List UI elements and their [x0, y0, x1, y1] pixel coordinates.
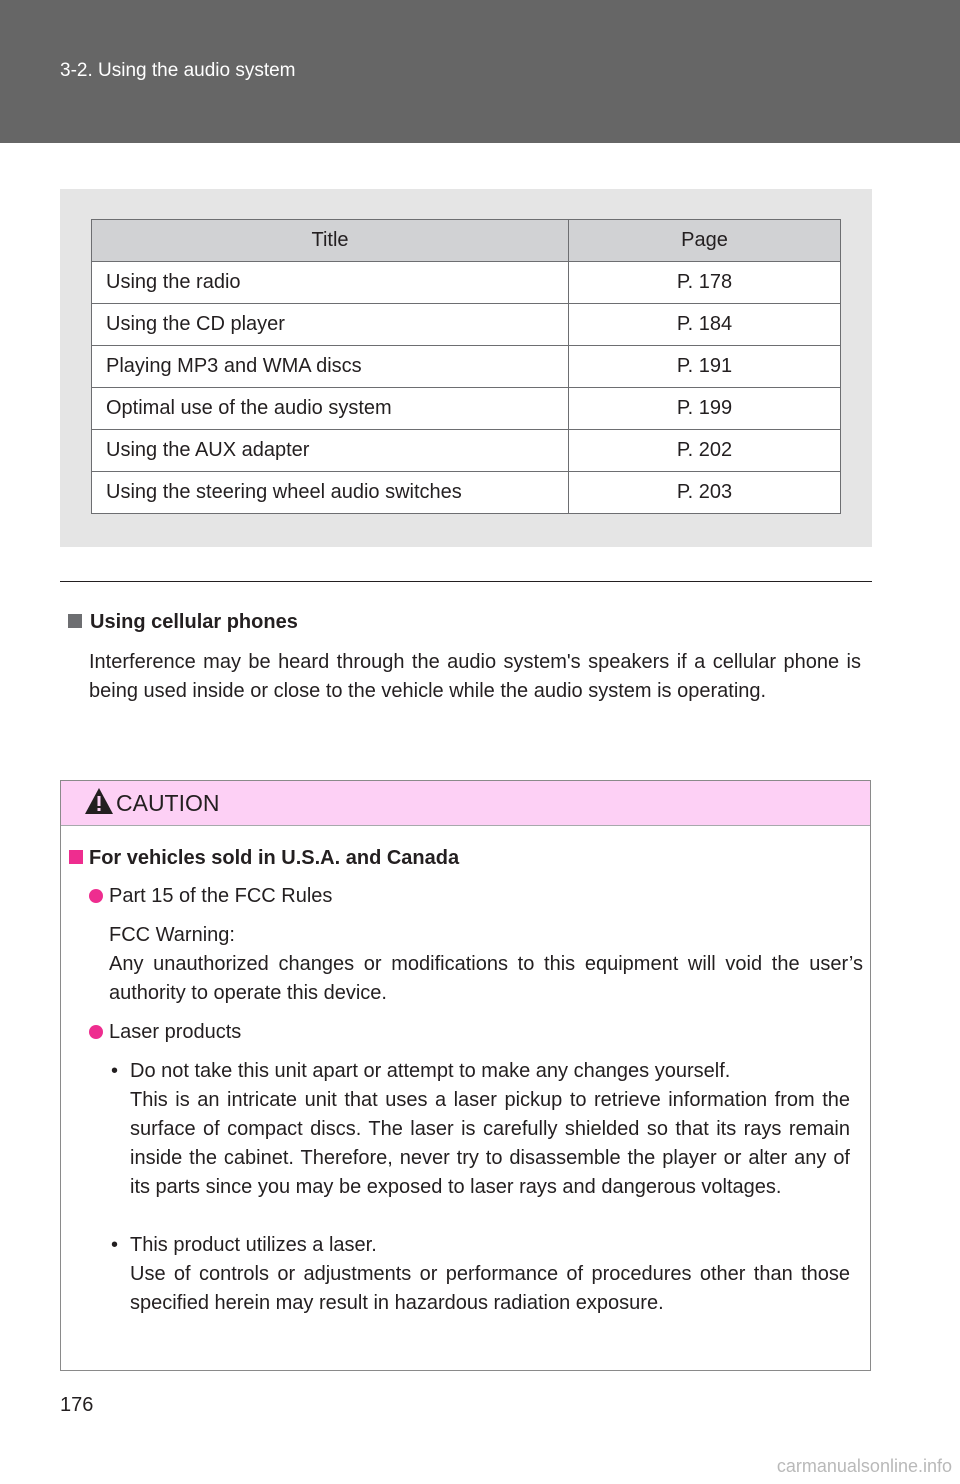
toc-header-row: [92, 220, 841, 262]
column-header-title: Title: [92, 220, 569, 262]
page-number: 176: [60, 1394, 94, 1416]
toc-title-cell: Using the radio: [92, 262, 569, 304]
caution-header: [61, 781, 870, 826]
section-divider: [60, 581, 872, 582]
caution-label: CAUTION: [116, 790, 220, 816]
toc-table: [91, 219, 841, 514]
toc-page-cell: P. 199: [569, 388, 841, 430]
table-row: [92, 388, 841, 430]
table-row: [92, 346, 841, 388]
caution-section-text: For vehicles sold in U.S.A. and Canada: [89, 847, 460, 869]
toc-page-cell: P. 191: [569, 346, 841, 388]
caution-item-laser: [89, 1018, 241, 1047]
toc-page-cell: P. 203: [569, 472, 841, 514]
fcc-warning-body: Any unauthorized changes or modifications to this equipment will void the user’s authority to operate this device.: [109, 953, 863, 1004]
laser-bullet-2-lead: This product utilizes a laser.: [130, 1234, 377, 1256]
caution-item-laser-text: Laser products: [109, 1021, 242, 1043]
section-title: 3-2. Using the audio system: [60, 60, 296, 81]
caution-box: [60, 780, 871, 1371]
toc-title-cell: Using the steering wheel audio switches: [92, 472, 569, 514]
table-row: [92, 262, 841, 304]
laser-bullet-2-body: Use of controls or adjustments or performance of procedures other than those specified herein may result in hazardous radiation exposure.: [130, 1263, 850, 1314]
watermark: carmanualsonline.info: [776, 1456, 952, 1476]
cellular-heading: [68, 611, 298, 634]
page-header: [0, 0, 960, 143]
cellular-body: Interference may be heard through the audio system's speakers if a cellular phone is being used inside or close to the vehicle while the audio system is operating.: [89, 651, 861, 702]
column-header-page: Page: [569, 220, 841, 262]
warning-triangle-icon: [84, 787, 114, 815]
toc-title-cell: Using the AUX adapter: [92, 430, 569, 472]
fcc-warning-title: FCC Warning:: [109, 924, 235, 946]
toc-title-cell: Optimal use of the audio system: [92, 388, 569, 430]
bullet-mark: •: [111, 1060, 119, 1082]
laser-bullet-1-lead: Do not take this unit apart or attempt to make any changes yourself.: [130, 1060, 731, 1082]
square-bullet-icon: [68, 614, 82, 628]
circle-bullet-icon: [89, 1025, 103, 1039]
caution-item-fcc-text: Part 15 of the FCC Rules: [109, 885, 333, 907]
toc-page-cell: P. 202: [569, 430, 841, 472]
circle-bullet-icon: [89, 889, 103, 903]
caution-section-heading: [69, 844, 459, 873]
table-row: [92, 472, 841, 514]
cellular-heading-text: Using cellular phones: [90, 611, 298, 633]
toc-page-cell: P. 178: [569, 262, 841, 304]
caution-item-fcc: [89, 882, 332, 911]
toc-page-cell: P. 184: [569, 304, 841, 346]
table-row: [92, 430, 841, 472]
bullet-mark: •: [111, 1234, 119, 1256]
toc-title-cell: Using the CD player: [92, 304, 569, 346]
laser-bullet-1-body: This is an intricate unit that uses a laser pickup to retrieve information from the surface of compact discs. The laser is carefully shielded so that its rays remain inside the cabinet. Therefore, never try to disassemble the player or alter any of its parts since you may be exposed to laser rays and dangerous voltages.: [130, 1089, 850, 1198]
table-row: [92, 304, 841, 346]
square-bullet-icon: [69, 850, 83, 864]
toc-title-cell: Playing MP3 and WMA discs: [92, 346, 569, 388]
